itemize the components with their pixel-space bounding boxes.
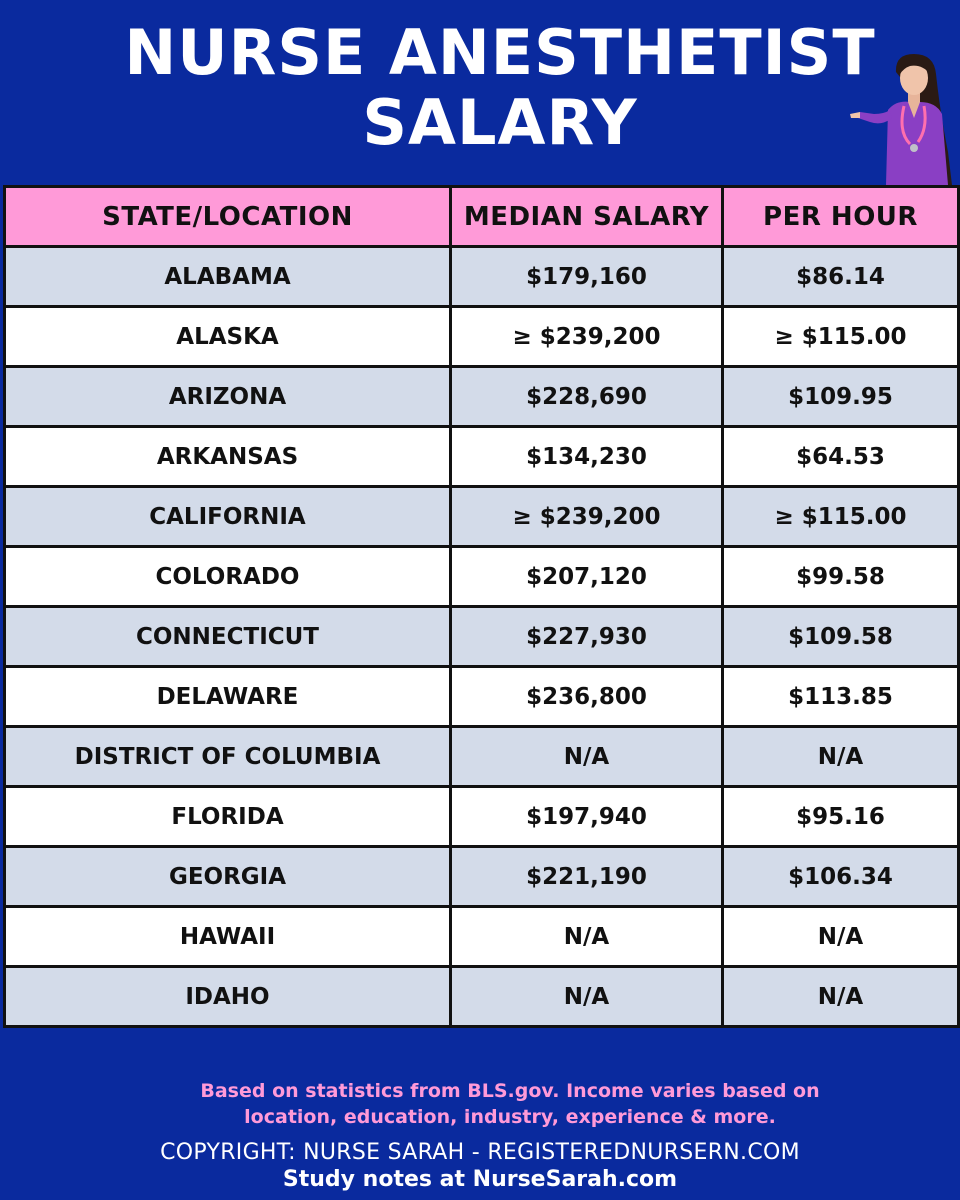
table-row <box>5 427 959 487</box>
median-salary-cell: N/A <box>451 907 723 967</box>
table-row <box>5 487 959 547</box>
median-salary-cell: $236,800 <box>451 667 723 727</box>
state-cell: DISTRICT OF COLUMBIA <box>5 727 451 787</box>
state-cell: FLORIDA <box>5 787 451 847</box>
per-hour-cell: $113.85 <box>723 667 959 727</box>
per-hour-cell: $95.16 <box>723 787 959 847</box>
header <box>0 0 960 185</box>
median-salary-cell: $207,120 <box>451 547 723 607</box>
footer <box>0 1072 960 1200</box>
median-salary-cell: $228,690 <box>451 367 723 427</box>
per-hour-cell: $109.58 <box>723 607 959 667</box>
salary-table <box>3 185 960 1028</box>
title-line-2: SALARY <box>362 86 638 159</box>
per-hour-cell: $106.34 <box>723 847 959 907</box>
table-header-row <box>5 187 959 247</box>
study-notes-link[interactable]: Study notes at NurseSarah.com <box>282 1167 678 1192</box>
median-salary-cell: $221,190 <box>451 847 723 907</box>
page-title <box>60 18 940 158</box>
table-row <box>5 667 959 727</box>
salary-table-container <box>3 185 957 1028</box>
per-hour-cell: $109.95 <box>723 367 959 427</box>
title-line-1: NURSE ANESTHETIST <box>124 16 876 89</box>
table-row <box>5 307 959 367</box>
state-cell: DELAWARE <box>5 667 451 727</box>
median-salary-cell: N/A <box>451 967 723 1027</box>
median-salary-cell: $197,940 <box>451 787 723 847</box>
state-cell: GEORGIA <box>5 847 451 907</box>
table-row <box>5 547 959 607</box>
nurse-avatar-illustration <box>848 52 958 185</box>
per-hour-cell: ≥ $115.00 <box>723 307 959 367</box>
per-hour-cell: N/A <box>723 907 959 967</box>
table-row <box>5 787 959 847</box>
median-salary-cell: $134,230 <box>451 427 723 487</box>
median-salary-cell: $227,930 <box>451 607 723 667</box>
per-hour-cell: $64.53 <box>723 427 959 487</box>
column-header-per-hour: PER HOUR <box>723 187 959 247</box>
state-cell: ARIZONA <box>5 367 451 427</box>
column-header-state: STATE/LOCATION <box>5 187 451 247</box>
state-cell: IDAHO <box>5 967 451 1027</box>
table-row <box>5 607 959 667</box>
state-cell: ALASKA <box>5 307 451 367</box>
state-cell: ALABAMA <box>5 247 451 307</box>
per-hour-cell: ≥ $115.00 <box>723 487 959 547</box>
per-hour-cell: $99.58 <box>723 547 959 607</box>
state-cell: COLORADO <box>5 547 451 607</box>
table-row <box>5 247 959 307</box>
table-row <box>5 967 959 1027</box>
copyright-text: COPYRIGHT: NURSE SARAH - REGISTEREDNURSERN.COM <box>160 1140 800 1165</box>
state-cell: HAWAII <box>5 907 451 967</box>
state-cell: CONNECTICUT <box>5 607 451 667</box>
state-cell: CALIFORNIA <box>5 487 451 547</box>
column-header-median-salary: MEDIAN SALARY <box>451 187 723 247</box>
per-hour-cell: N/A <box>723 727 959 787</box>
source-note: Based on statistics from BLS.gov. Income varies based on location, education, industry, experience & more. <box>200 1080 820 1128</box>
median-salary-cell: $179,160 <box>451 247 723 307</box>
table-row <box>5 367 959 427</box>
median-salary-cell: ≥ $239,200 <box>451 307 723 367</box>
table-row <box>5 727 959 787</box>
per-hour-cell: $86.14 <box>723 247 959 307</box>
table-row <box>5 907 959 967</box>
state-cell: ARKANSAS <box>5 427 451 487</box>
per-hour-cell: N/A <box>723 967 959 1027</box>
median-salary-cell: ≥ $239,200 <box>451 487 723 547</box>
median-salary-cell: N/A <box>451 727 723 787</box>
table-row <box>5 847 959 907</box>
